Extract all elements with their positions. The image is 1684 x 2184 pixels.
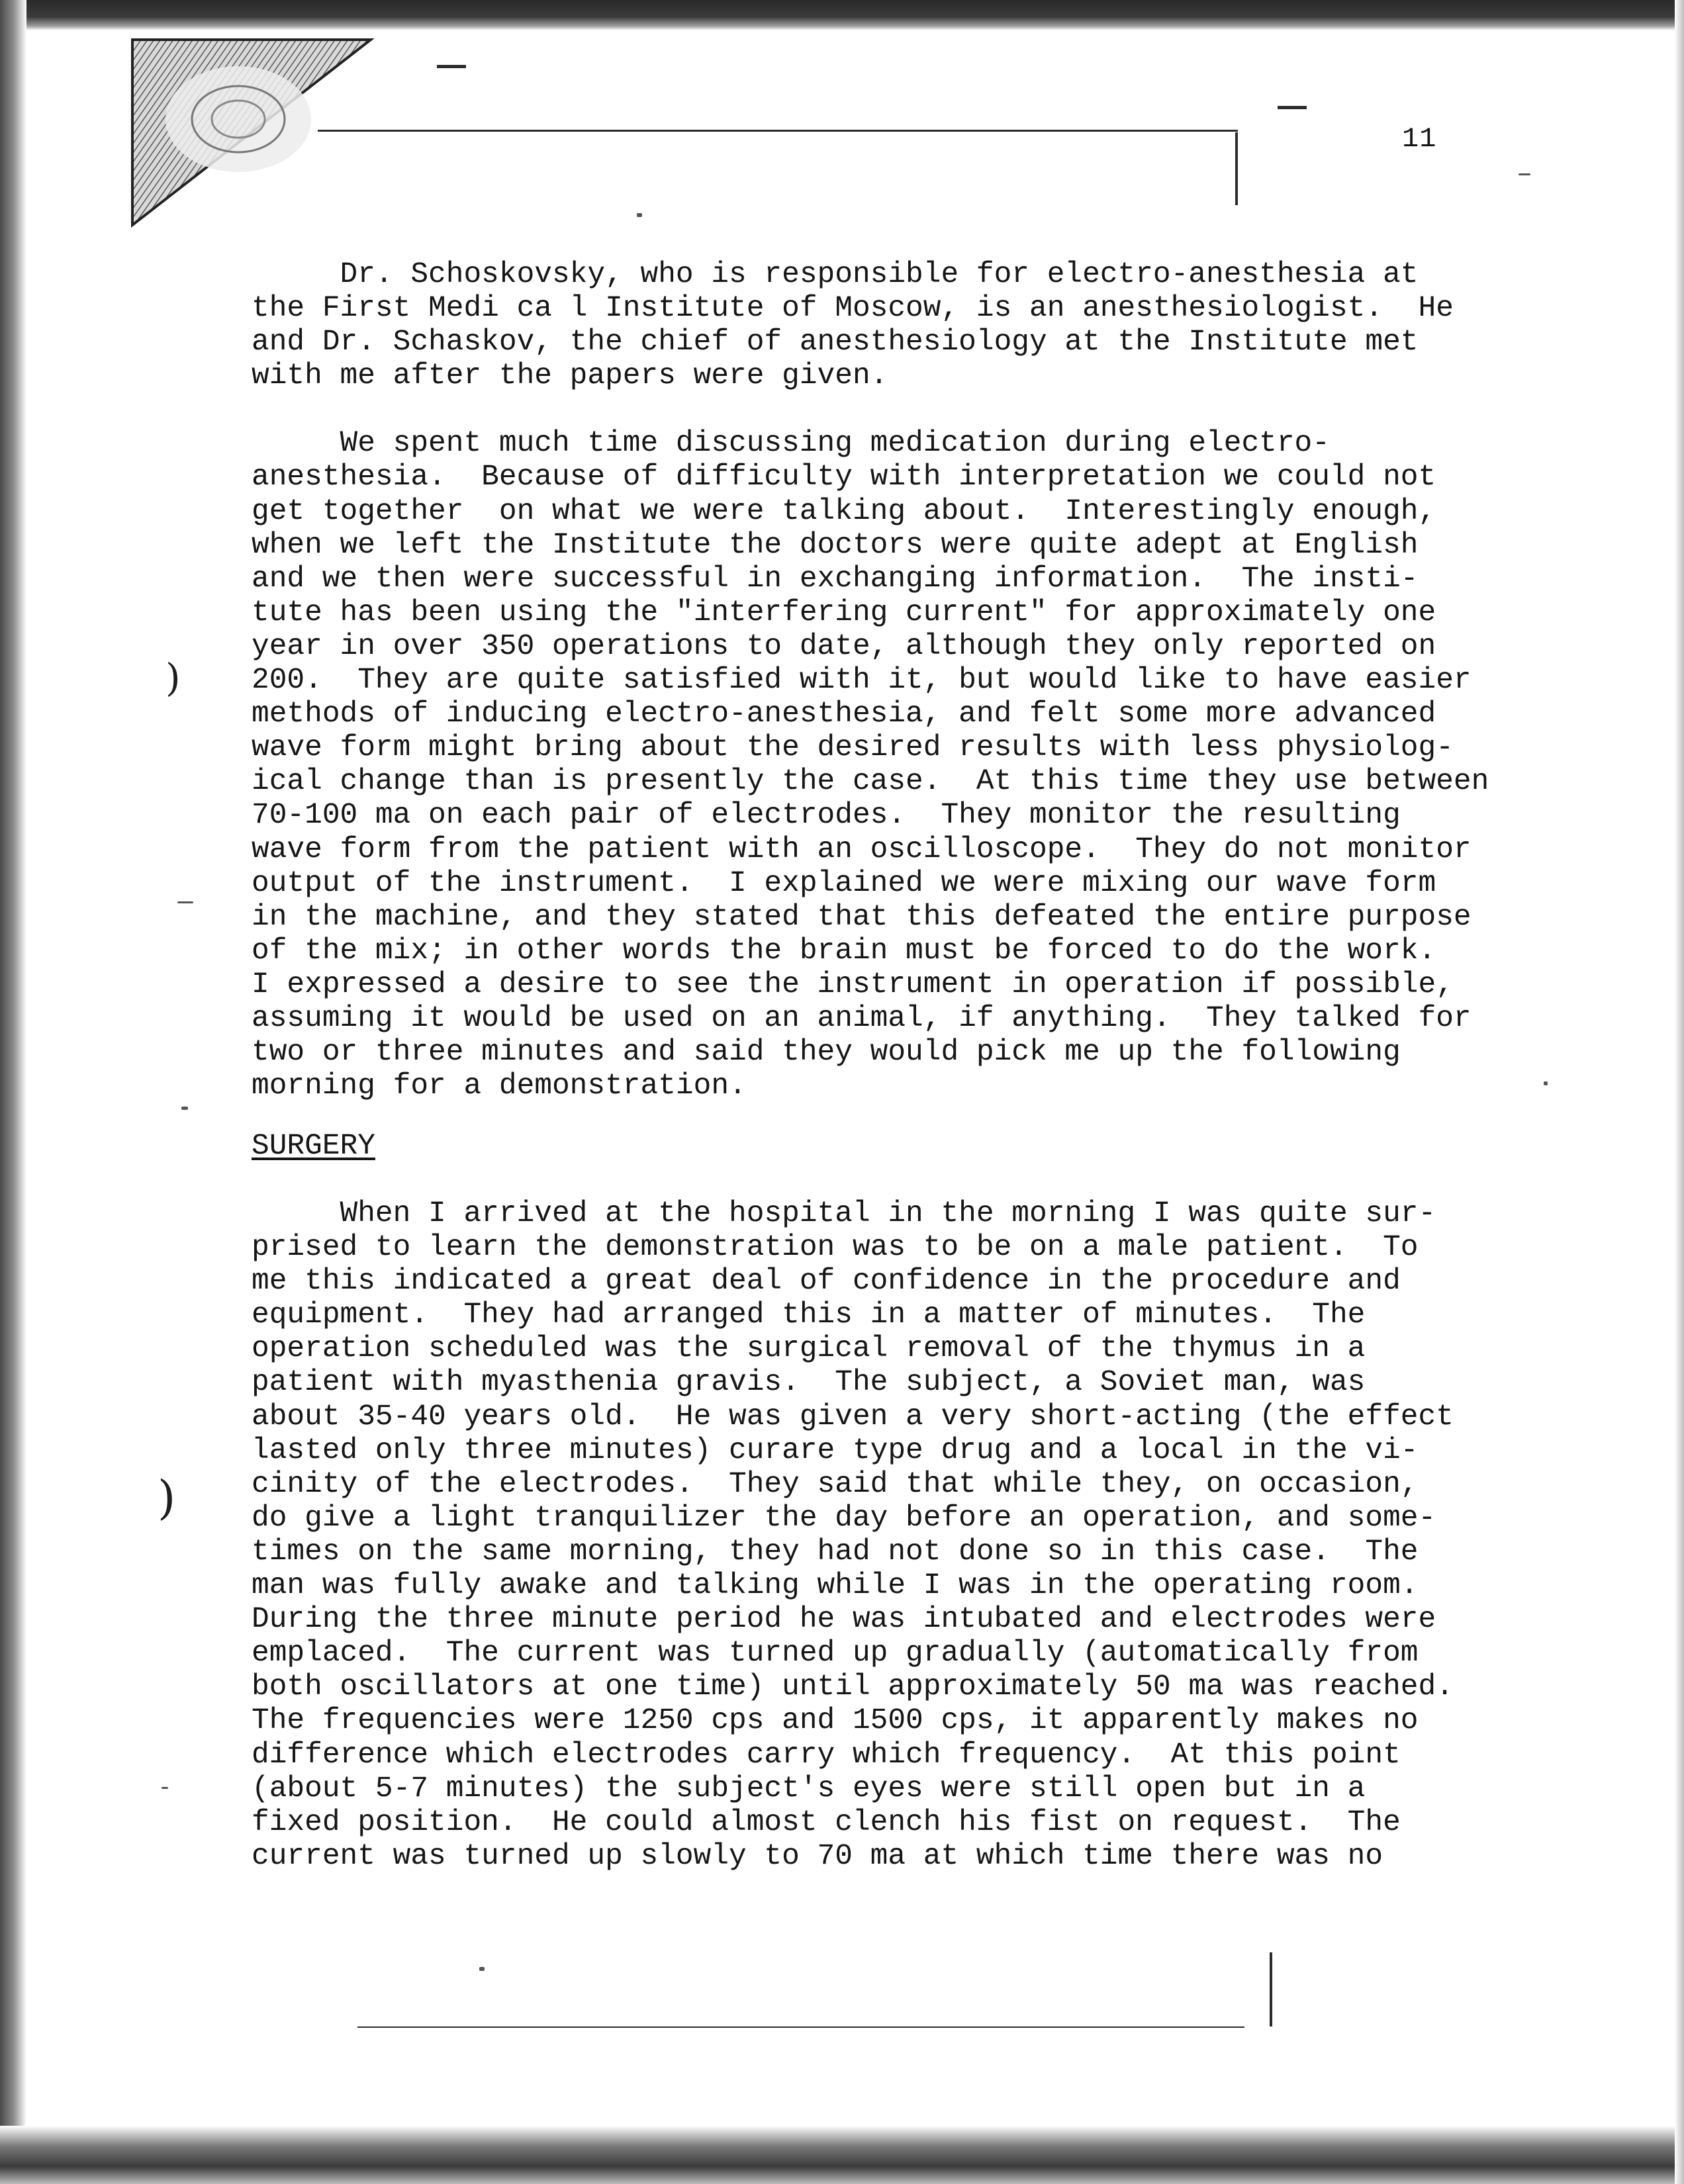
text-line: times on the same morning, they had not done so in this case. The xyxy=(252,1535,1419,1569)
text-line: During the three minute period he was intubated and electrodes were xyxy=(252,1603,1436,1637)
text-line: cinity of the electrodes. They said that while they, on occasion, xyxy=(252,1467,1419,1501)
text-line: output of the instrument. I explained we were mixing our wave form xyxy=(252,866,1436,900)
text-line: do give a light tranquilizer the day before an operation, and some- xyxy=(252,1501,1436,1535)
text-line: methods of inducing electro-anesthesia, and felt some more advanced xyxy=(252,698,1436,731)
header-bracket xyxy=(1235,132,1238,205)
text-line: difference which electrodes carry which frequency. At this point xyxy=(252,1738,1401,1772)
text-line: (about 5-7 minutes) the subject's eyes were still open but in a xyxy=(252,1772,1366,1805)
text-line: of the mix; in other words the brain must be forced to do the work. xyxy=(252,934,1436,968)
text-line: morning for a demonstration. xyxy=(252,1069,747,1103)
text-line: 70-100 ma on each pair of electrodes. They monitor the resulting xyxy=(252,799,1401,833)
text-line: current was turned up slowly to 70 ma at which time there was no xyxy=(252,1839,1383,1873)
text-line: when we left the Institute the doctors were quite adept at English xyxy=(252,528,1419,562)
text-line: prised to learn the demonstration was to be on a male patient. To xyxy=(252,1231,1419,1265)
scan-edge-left xyxy=(0,0,26,2184)
footer-bracket xyxy=(1270,1952,1272,2026)
section-heading: SURGERY xyxy=(252,1130,375,1163)
margin-mark-lower: ) xyxy=(158,1471,176,1525)
text-line: Dr. Schoskovsky, who is responsible for electro-anesthesia at xyxy=(252,258,1419,291)
text-line: get together on what we were talking about. Interestingly enough, xyxy=(252,494,1436,528)
text-line: 200. They are quite satisfied with it, but would like to have easier xyxy=(252,664,1472,698)
text-line: tute has been using the "interfering current" for approximately one xyxy=(252,596,1436,629)
text-line: patient with myasthenia gravis. The subject, a Soviet man, was xyxy=(252,1366,1366,1400)
speck xyxy=(177,901,193,903)
text-line: year in over 350 operations to date, although they only reported on xyxy=(252,629,1436,663)
text-line: emplaced. The current was turned up gradually (automatically from xyxy=(252,1637,1419,1670)
header-rule xyxy=(318,130,1238,132)
text-line: with me after the papers were given. xyxy=(252,359,888,393)
paragraph xyxy=(252,1197,1454,1874)
text-line: both oscillators at one time) until approximately 50 ma was reached. xyxy=(252,1670,1454,1704)
header-dash-left xyxy=(437,65,466,68)
text-line: wave form from the patient with an oscilloscope. They do not monitor xyxy=(252,833,1472,866)
speck xyxy=(162,1787,168,1789)
scan-edge-top xyxy=(0,0,1684,30)
text-line: me this indicated a great deal of confidence in the procedure and xyxy=(252,1265,1401,1298)
text-line: the First Medi ca l Institute of Moscow, is an anesthesiologist. He xyxy=(252,292,1454,326)
speck xyxy=(181,1107,188,1110)
body-text-bottom xyxy=(252,1197,1454,1874)
text-line: assuming it would be used on an animal, if anything. They talked for xyxy=(252,1001,1472,1035)
text-line: ical change than is presently the case. At this time they use between xyxy=(252,765,1489,799)
paragraph xyxy=(252,427,1489,1103)
text-line: equipment. They had arranged this in a matter of minutes. The xyxy=(252,1298,1366,1332)
text-line: man was fully awake and talking while I was in the operating room. xyxy=(252,1569,1419,1603)
speck xyxy=(637,213,642,217)
text-line: fixed position. He could almost clench his fist on request. The xyxy=(252,1805,1401,1839)
header-dash-right xyxy=(1278,106,1307,109)
text-line: two or three minutes and said they would pick me up the following xyxy=(252,1036,1401,1069)
speck xyxy=(1519,173,1530,175)
text-line: in the machine, and they stated that this defeated the entire purpose xyxy=(252,900,1472,934)
text-line: We spent much time discussing medication during electro- xyxy=(252,427,1330,461)
paragraph xyxy=(252,258,1454,393)
page-number: 11 xyxy=(1402,123,1437,155)
speck xyxy=(479,1967,485,1971)
text-line: and Dr. Schaskov, the chief of anesthesiology at the Institute met xyxy=(252,326,1419,359)
scan-edge-right xyxy=(1675,0,1684,2184)
text-line: about 35-40 years old. He was given a very short-acting (the effect xyxy=(252,1400,1454,1433)
text-line: anesthesia. Because of difficulty with interpretation we could not xyxy=(252,461,1436,494)
margin-mark-upper: ) xyxy=(165,655,181,700)
text-line: wave form might bring about the desired results with less physiolog- xyxy=(252,731,1454,765)
text-line: I expressed a desire to see the instrument in operation if possible, xyxy=(252,968,1454,1001)
text-line: and we then were successful in exchanging information. The insti- xyxy=(252,562,1419,596)
folded-corner-mark xyxy=(126,33,377,232)
scan-edge-bottom xyxy=(0,2126,1684,2184)
footer-rule xyxy=(357,2026,1244,2028)
text-line: operation scheduled was the surgical removal of the thymus in a xyxy=(252,1332,1366,1366)
speck xyxy=(1544,1081,1548,1085)
text-line: lasted only three minutes) curare type drug and a local in the vi- xyxy=(252,1433,1419,1467)
text-line: The frequencies were 1250 cps and 1500 cps, it apparently makes no xyxy=(252,1704,1419,1738)
body-text-top xyxy=(252,258,1489,1103)
text-line: When I arrived at the hospital in the morning I was quite sur- xyxy=(252,1197,1436,1230)
